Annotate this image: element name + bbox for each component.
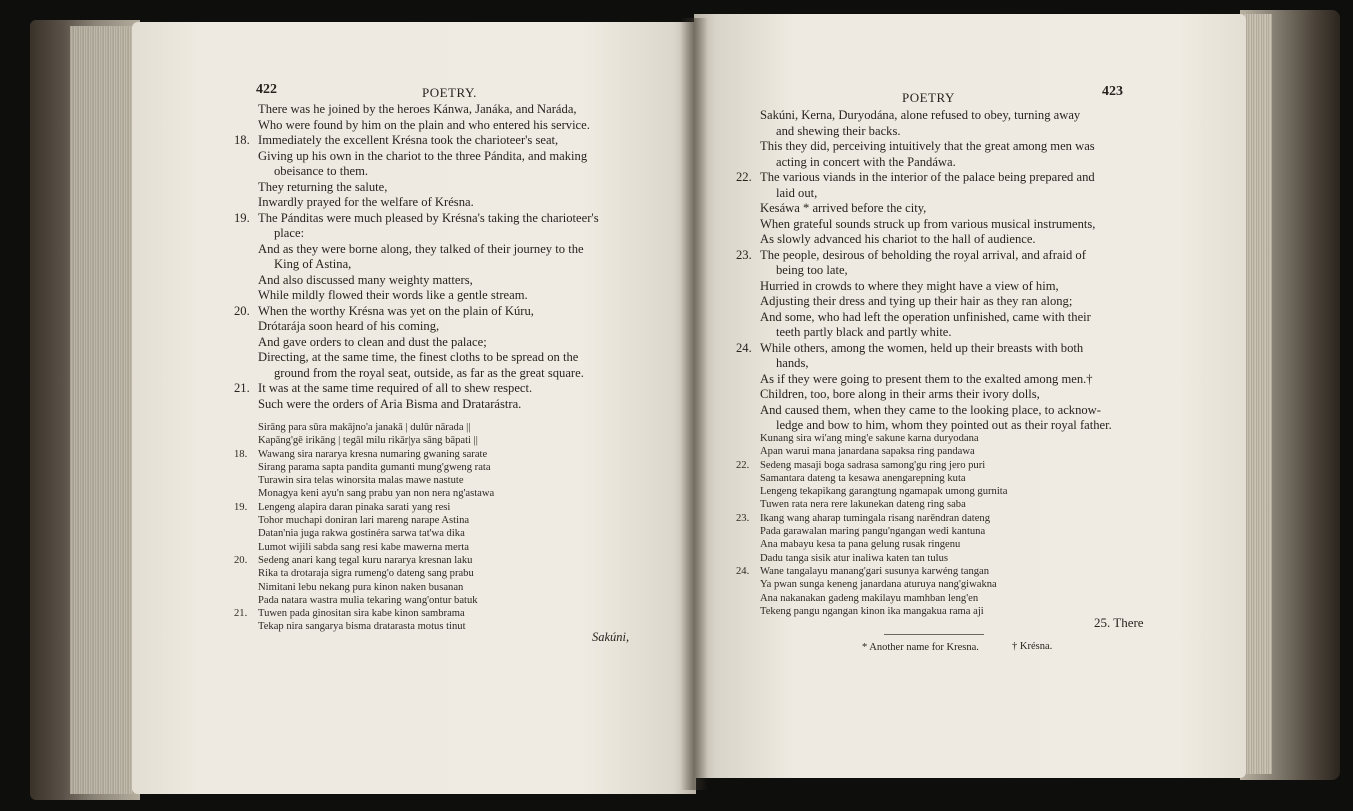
english-verse-line-text: This they did, perceiving intuitively that the great among men was	[760, 139, 1095, 153]
javanese-verse-line-text: Pada garawalan maring pangu'ngangan wedi kantuna	[760, 526, 986, 538]
stanza-number: 24.	[736, 340, 752, 355]
left-running-header: POETRY.	[422, 85, 477, 100]
english-verse-line	[234, 350, 599, 366]
right-page	[694, 14, 1246, 778]
english-verse-line	[234, 118, 599, 134]
english-verse-line	[234, 381, 599, 397]
javanese-verse-line	[234, 541, 494, 554]
stanza-number: 23.	[736, 247, 752, 262]
english-verse-line	[736, 341, 1112, 357]
english-verse-line	[234, 288, 599, 304]
english-verse-line	[234, 149, 599, 165]
english-verse-line-text: As if they were going to present them to the exalted among men.†	[760, 371, 1093, 386]
javanese-verse-line-text: Kapāng'gē irikāng | tegāl milu rikār|ya sāng bāpati ||	[258, 435, 478, 447]
javanese-verse-line	[736, 459, 1007, 472]
english-verse-line	[234, 102, 599, 118]
javanese-verse-line	[234, 594, 494, 607]
javanese-verse-line-text: Tekeng pangu ngangan kinon ika mangakua rama aji	[760, 605, 984, 617]
english-verse-line-text: Kesáwa * arrived before the city,	[760, 201, 927, 215]
english-verse-line-text: When the worthy Krésna was yet on the plain of Kúru,	[258, 303, 534, 318]
english-verse-line-text: hands,	[776, 356, 809, 370]
english-verse-line-text: The Pánditas were much pleased by Krésna's taking the charioteer's	[258, 210, 599, 225]
english-verse-line	[736, 294, 1112, 310]
javanese-verse-line	[736, 472, 1007, 485]
javanese-verse-line-text: Lengeng tekapikang garangtung ngamapak umong gurnita	[760, 486, 1008, 498]
stanza-number: 20.	[234, 554, 248, 566]
javanese-verse-line	[234, 620, 494, 633]
english-verse-line-text: Giving up his own in the chariot to the three Pándita, and making	[258, 148, 588, 163]
english-verse-line-text: Drótarája soon heard of his coming,	[258, 319, 440, 333]
english-verse-line-text: When grateful sounds struck up from various musical instruments,	[760, 216, 1096, 231]
javanese-verse-line-text: Apan warui mana janardana sapaksa ring pandawa	[760, 446, 975, 458]
javanese-verse-line	[234, 461, 494, 474]
javanese-verse-line-text: Ya pwan sunga keneng janardana aturuya nang'giwakna	[760, 579, 997, 591]
javanese-verse-line	[234, 514, 494, 527]
stanza-number: 22.	[736, 170, 752, 184]
stanza-number: 21.	[234, 608, 248, 620]
english-verse-line	[234, 397, 599, 413]
javanese-verse-line	[736, 578, 1007, 591]
english-verse-line	[234, 226, 599, 242]
english-verse-line	[234, 133, 599, 149]
english-verse-line-text: Such were the orders of Aria Bisma and Dratarástra.	[258, 396, 522, 411]
english-verse-line	[234, 257, 599, 273]
left-javanese-verse	[234, 421, 494, 634]
javanese-verse-line-text: Pada natara wastra mulia tekaring wang'ontur batuk	[258, 594, 478, 606]
javanese-verse-line-text: Nimitani lebu nekang pura kinon naken busanan	[258, 581, 464, 593]
english-verse-line-text: and shewing their backs.	[776, 123, 901, 138]
english-verse-line-text: While mildly flowed their words like a gentle stream.	[258, 288, 528, 302]
english-verse-line-text: acting in concert with the Pandáwa.	[776, 154, 956, 169]
javanese-verse-line	[736, 445, 1007, 458]
english-verse-line-text: The various viands in the interior of the palace being prepared and	[760, 170, 1095, 184]
english-verse-line	[736, 310, 1112, 326]
english-verse-line	[736, 387, 1112, 403]
javanese-verse-line	[234, 501, 494, 514]
javanese-verse-line-text: Dadu tanga sisik atur inaliwa katen tan tulus	[760, 552, 948, 564]
footnote-1: * Another name for Kresna.	[862, 642, 979, 653]
english-verse-line-text: And as they were borne along, they talked of their journey to the	[258, 241, 584, 256]
english-verse-line-text: ledge and bow to him, whom they pointed out as their royal father.	[776, 418, 1112, 432]
english-verse-line	[234, 195, 599, 211]
stanza-number: 24.	[736, 565, 750, 577]
stanza-number: 22.	[736, 459, 750, 471]
javanese-verse-line	[234, 554, 494, 567]
javanese-verse-line-text: Lumot wijili sabda sang resi kabe mawerna merta	[258, 541, 469, 553]
english-verse-line-text: King of Astina,	[274, 257, 352, 271]
javanese-verse-line-text: Rika ta drotaraja sigra rumeng'o dateng sang prabu	[258, 568, 474, 580]
javanese-verse-line	[736, 432, 1007, 445]
english-verse-line-text: And also discussed many weighty matters,	[258, 272, 473, 287]
english-verse-line	[736, 108, 1112, 124]
english-verse-line	[736, 279, 1112, 295]
english-verse-line	[736, 217, 1112, 233]
javanese-verse-line	[234, 607, 494, 620]
english-verse-line	[234, 211, 599, 227]
footnote-2: † Krésna.	[1012, 641, 1053, 652]
javanese-verse-line	[234, 474, 494, 487]
english-verse-line	[234, 335, 599, 351]
spine-gutter	[680, 18, 708, 790]
javanese-verse-line-text: Ana mabayu kesa ta pana gelung rusak ringenu	[760, 539, 961, 551]
javanese-verse-line	[234, 487, 494, 500]
javanese-verse-line	[234, 527, 494, 540]
english-verse-line-text: And some, who had left the operation unfinished, came with their	[760, 309, 1091, 324]
english-verse-line	[736, 186, 1112, 202]
english-verse-line	[736, 139, 1112, 155]
javanese-verse-line	[736, 552, 1007, 565]
javanese-verse-line-text: Ikang wang aharap tumingala risang narēndran dateng	[760, 512, 991, 524]
english-verse-line-text: laid out,	[776, 185, 818, 200]
javanese-verse-line	[736, 485, 1007, 498]
javanese-verse-line-text: Sirang parama sapta pandita gumanti mung'gweng rata	[258, 461, 491, 473]
javanese-verse-line	[736, 592, 1007, 605]
javanese-verse-line-text: Kunang sira wi'ang ming'e sakune karna duryodana	[760, 433, 979, 444]
footnote-rule	[884, 634, 984, 635]
english-verse-line	[234, 164, 599, 180]
left-page-number: 422	[256, 82, 277, 97]
stanza-number: 20.	[234, 303, 250, 318]
english-verse-line	[736, 232, 1112, 248]
english-verse-line-text: obeisance to them.	[274, 164, 369, 178]
javanese-verse-line-text: Ana nakanakan gadeng makilayu mamhban leng'en	[760, 592, 979, 604]
english-verse-line	[736, 248, 1112, 264]
english-verse-line-text: Children, too, bore along in their arms their ivory dolls,	[760, 387, 1040, 401]
english-verse-line	[234, 273, 599, 289]
english-verse-line-text: Immediately the excellent Krésna took the charioteer's seat,	[258, 133, 559, 147]
javanese-verse-line-text: Tekap nira sangarya bisma dratarasta motus tinut	[258, 621, 466, 633]
english-verse-line-text: ground from the royal seat, outside, as far as the great square.	[274, 365, 584, 380]
javanese-verse-line-text: Wawang sira nararya kresna numaring gwaning sarate	[258, 448, 488, 460]
javanese-verse-line	[234, 448, 494, 461]
left-catchword: Sakúni,	[592, 630, 630, 644]
english-verse-line-text: Adjusting their dress and tying up their hair as they ran along;	[760, 294, 1073, 308]
right-javanese-verse	[736, 432, 1007, 618]
stanza-number: 21.	[234, 381, 250, 395]
javanese-verse-line	[736, 538, 1007, 551]
left-page	[132, 22, 696, 794]
javanese-verse-line	[736, 565, 1007, 578]
javanese-verse-line	[234, 581, 494, 594]
english-verse-line-text: Hurried in crowds to where they might have a view of him,	[760, 278, 1059, 293]
english-verse-line-text: It was at the same time required of all to shew respect.	[258, 381, 533, 395]
english-verse-line-text: There was he joined by the heroes Kánwa, Janáka, and Naráda,	[258, 102, 577, 116]
english-verse-line-text: Directing, at the same time, the finest cloths to be spread on the	[258, 350, 579, 364]
english-verse-line-text: As slowly advanced his chariot to the hall of audience.	[760, 232, 1036, 246]
javanese-verse-line-text: Datan'nia juga rakwa gostinéra sarwa tat'wa dika	[258, 528, 465, 540]
javanese-verse-line	[736, 498, 1007, 511]
english-verse-line	[234, 180, 599, 196]
javanese-verse-line	[234, 434, 494, 447]
javanese-verse-line-text: Monagya keni ayu'n sang prabu yan non nera ng'astawa	[258, 488, 495, 500]
stanza-number: 19.	[234, 501, 248, 513]
english-verse-line-text: Inwardly prayed for the welfare of Krésna.	[258, 195, 474, 209]
right-running-header: POETRY	[902, 90, 955, 105]
javanese-verse-line-text: Samantara dateng ta kesawa anengarepning kuta	[760, 472, 966, 484]
javanese-verse-line	[234, 567, 494, 580]
english-verse-line	[736, 155, 1112, 171]
javanese-verse-line	[736, 512, 1007, 525]
stanza-number: 23.	[736, 512, 750, 524]
english-verse-line	[736, 372, 1112, 388]
english-verse-line-text: The people, desirous of beholding the royal arrival, and afraid of	[760, 247, 1086, 262]
english-verse-line-text: teeth partly black and partly white.	[776, 325, 952, 339]
javanese-verse-line-text: Tohor muchapi doniran lari mareng narape Astina	[258, 515, 470, 527]
javanese-verse-line-text: Lengeng alapira daran pinaka sarati yang resi	[258, 501, 451, 513]
english-verse-line-text: Sakúni, Kerna, Duryodána, alone refused to obey, turning away	[760, 108, 1081, 122]
javanese-verse-line-text: Turawin sira telas winorsita malas mawe nastute	[258, 475, 464, 487]
left-english-verse	[234, 102, 599, 412]
english-verse-line	[736, 124, 1112, 140]
english-verse-line-text: And caused them, when they came to the looking place, to acknow-	[760, 402, 1101, 417]
javanese-verse-line-text: Sedeng anari kang tegal kuru nararya kresnan laku	[258, 554, 473, 566]
english-verse-line	[736, 201, 1112, 217]
javanese-verse-line	[736, 525, 1007, 538]
right-english-verse	[736, 108, 1112, 434]
english-verse-line-text: place:	[274, 226, 305, 240]
english-verse-line	[736, 263, 1112, 279]
right-page-number: 423	[1102, 84, 1123, 99]
javanese-verse-line	[736, 605, 1007, 618]
right-catchword: 25. There	[1094, 615, 1144, 630]
english-verse-line-text: They returning the salute,	[258, 179, 388, 194]
english-verse-line	[736, 356, 1112, 372]
english-verse-line	[736, 403, 1112, 419]
english-verse-line	[736, 170, 1112, 186]
stanza-number: 19.	[234, 210, 250, 225]
javanese-verse-line-text: Tuwen pada ginositan sira kabe kinon sambrama	[258, 608, 465, 620]
english-verse-line	[234, 304, 599, 320]
english-verse-line	[736, 325, 1112, 341]
stanza-number: 18.	[234, 133, 250, 147]
javanese-verse-line-text: Wane tangalayu manang'gari susunya karwéng tangan	[760, 565, 990, 577]
javanese-verse-line-text: Sirāng para sūra makājno'a janakā | dulūr nārada ||	[258, 422, 471, 433]
english-verse-line-text: While others, among the women, held up their breasts with both	[760, 340, 1084, 355]
english-verse-line-text: being too late,	[776, 263, 848, 277]
stanza-number: 18.	[234, 448, 248, 460]
english-verse-line	[234, 366, 599, 382]
english-verse-line-text: And gave orders to clean and dust the palace;	[258, 334, 487, 349]
javanese-verse-line-text: Tuwen rata nera rere lakunekan dateng ring saba	[760, 499, 966, 511]
javanese-verse-line-text: Sedeng masaji boga sadrasa samong'gu ring jero puri	[760, 459, 986, 471]
javanese-verse-line	[234, 421, 494, 434]
english-verse-line	[234, 242, 599, 258]
english-verse-line-text: Who were found by him on the plain and who entered his service.	[258, 117, 590, 132]
english-verse-line	[234, 319, 599, 335]
